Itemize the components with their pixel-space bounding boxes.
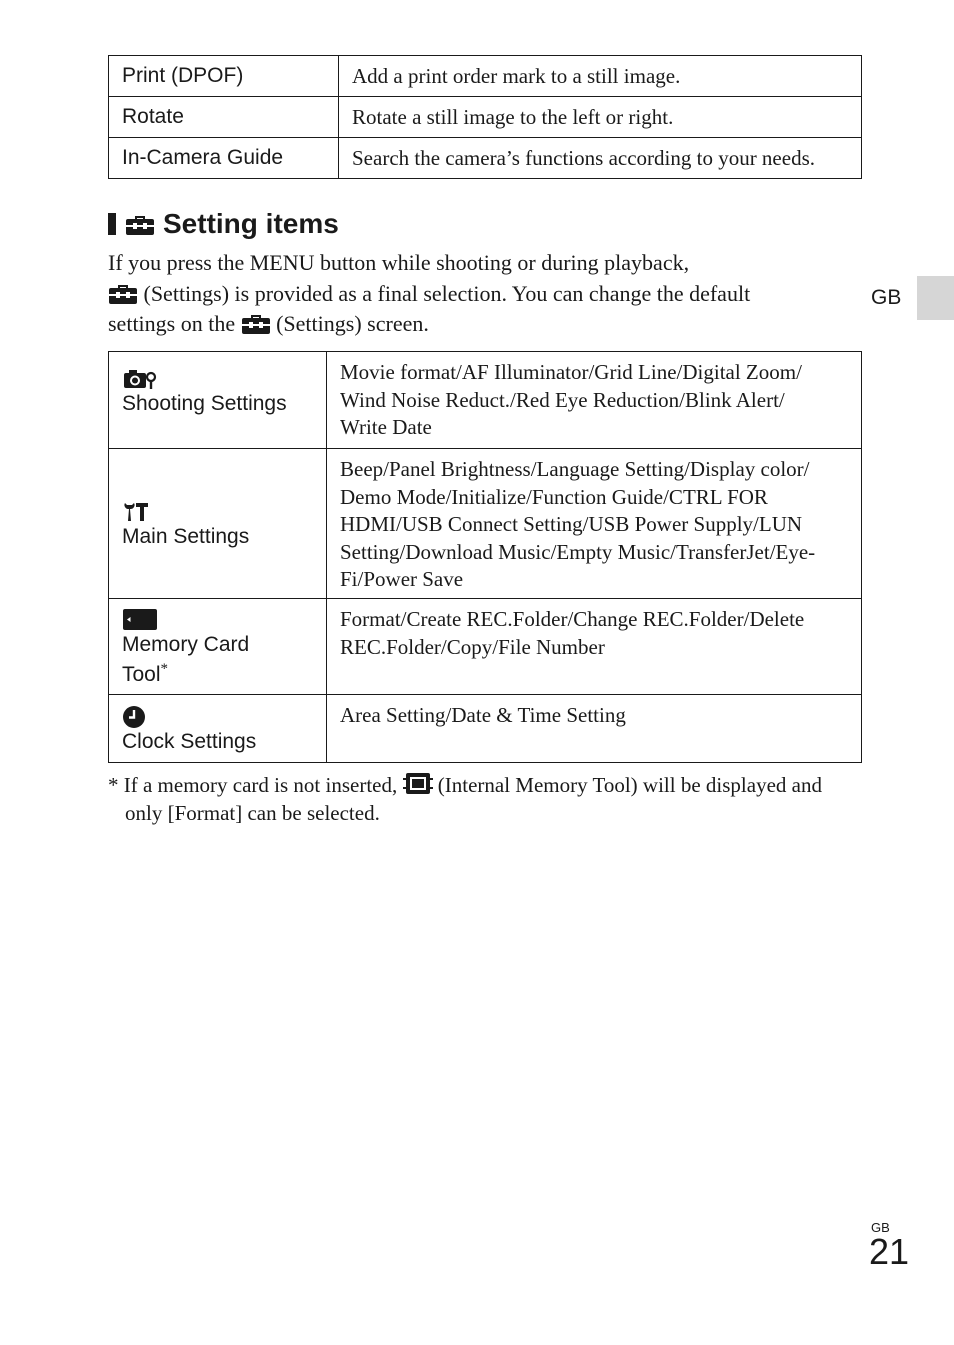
intro-line-2: (Settings) is provided as a final selection. You can change the default (143, 280, 751, 306)
category-label-2: Tool (122, 663, 161, 686)
settings-line: Beep/Panel Brightness/Language Setting/Display color/ (340, 457, 810, 481)
memory-card-icon (122, 607, 326, 633)
table-row (109, 352, 862, 449)
function-name: In-Camera Guide (109, 138, 339, 179)
intro-paragraph (108, 248, 828, 340)
toolbox-icon (125, 212, 155, 236)
category-label: Main Settings (122, 524, 250, 548)
settings-line: Format/Create REC.Folder/Change REC.Folder/Delete (340, 607, 805, 631)
tools-icon (122, 499, 326, 525)
footnote (108, 770, 878, 827)
footnote-text-3: only [Format] can be selected. (125, 800, 380, 825)
settings-line: REC.Folder/Copy/File Number (340, 634, 605, 659)
function-name: Rotate (109, 97, 339, 138)
category-label: Memory Card (122, 633, 250, 656)
settings-line: Area Setting/Date & Time Setting (340, 703, 626, 727)
settings-category (109, 695, 327, 763)
function-description: Rotate a still image to the left or right. (339, 97, 862, 138)
settings-line: Movie format/AF Illuminator/Grid Line/Digital Zoom/ (340, 360, 802, 384)
table-row (109, 138, 862, 179)
settings-table (108, 351, 862, 763)
footnote-text-2: (Internal Memory Tool) will be displayed and (437, 773, 822, 797)
page-region-label: GB (871, 1220, 890, 1235)
footnote-text-1: * If a memory card is not inserted, (108, 773, 398, 797)
settings-line: HDMI/USB Connect Setting/USB Power Supply/LUN (340, 512, 803, 536)
category-label: Clock Settings (122, 730, 257, 753)
table-row (109, 449, 862, 599)
clock-icon (122, 704, 326, 730)
section-heading (108, 206, 339, 242)
settings-category (109, 599, 327, 695)
page-number: 21 (869, 1231, 910, 1272)
settings-items (327, 695, 862, 763)
toolbox-icon (108, 281, 138, 305)
settings-line: Fi/Power Save (340, 567, 464, 591)
table-row (109, 56, 862, 97)
function-name: Print (DPOF) (109, 56, 339, 97)
intro-line-3b: (Settings) screen. (276, 311, 429, 336)
settings-items (327, 352, 862, 449)
section-title: Setting items (163, 208, 339, 239)
table-row (109, 695, 862, 763)
function-table (108, 55, 862, 179)
intro-line-1: If you press the MENU button while shooting or during playback, (108, 250, 690, 275)
settings-category (109, 449, 327, 599)
toolbox-icon (241, 311, 271, 335)
function-description: Search the camera’s functions according to your needs. (339, 138, 862, 179)
heading-bar (108, 213, 116, 235)
intro-line-3a: settings on the (108, 311, 236, 336)
footnote-marker: * (160, 661, 169, 677)
settings-line: Demo Mode/Initialize/Function Guide/CTRL FOR (340, 484, 768, 509)
camera-settings-icon (122, 366, 326, 392)
table-row (109, 97, 862, 138)
settings-line: Wind Noise Reduct./Red Eye Reduction/Blink Alert/ (340, 387, 785, 412)
language-tab-marker (917, 276, 954, 320)
settings-items (327, 449, 862, 599)
language-tab-label: GB (871, 286, 902, 309)
function-description: Add a print order mark to a still image. (339, 56, 862, 97)
settings-line: Write Date (340, 415, 432, 439)
settings-category (109, 352, 327, 449)
table-row (109, 599, 862, 695)
internal-memory-icon (403, 770, 433, 796)
settings-line: Setting/Download Music/Empty Music/TransferJet/Eye- (340, 539, 816, 564)
settings-items (327, 599, 862, 695)
category-label: Shooting Settings (122, 392, 287, 415)
